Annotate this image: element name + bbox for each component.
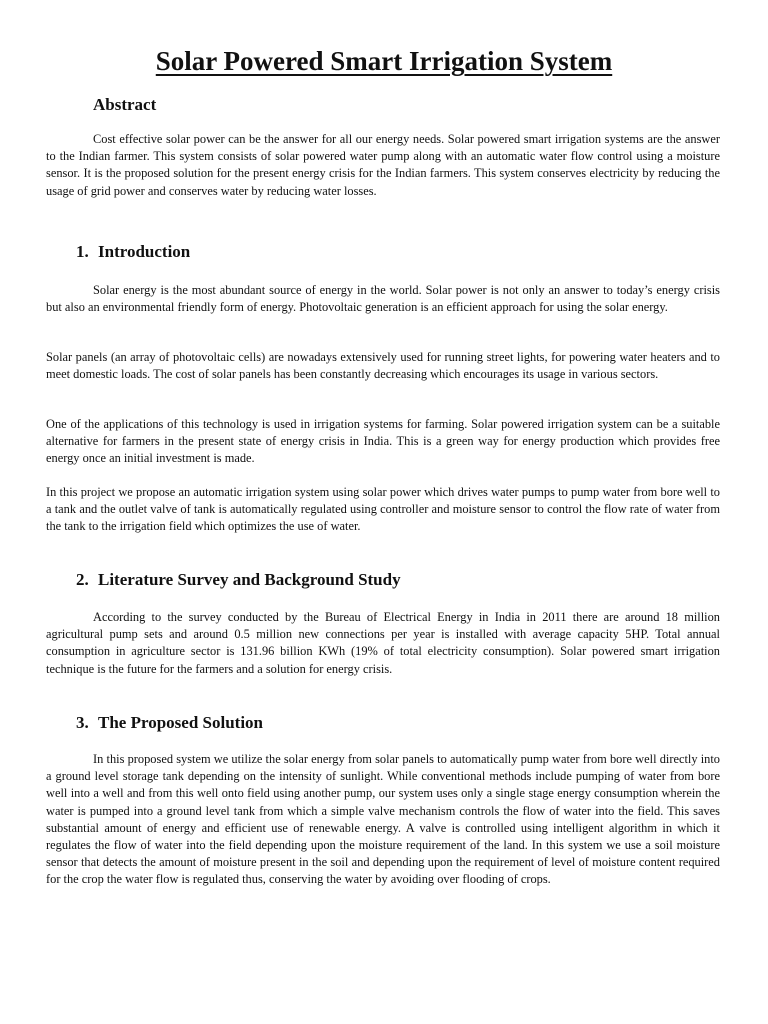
introduction-paragraph-3: One of the applications of this technology is used in irrigation systems for farming. Solar powered irrigation system can be a suitable alternative for farmers in the present state of energy crisis in India. This is a green way for energy production which provides free energy once an initial investment is made. <box>46 417 720 466</box>
section-heading-introduction <box>76 241 190 263</box>
abstract-paragraph: Cost effective solar power can be the answer for all our energy needs. Solar powered smart irrigation systems are the answer to the Indian farmer. This system consists of solar powered water pump along with an automatic water flow control using a moisture sensor. It is the proposed solution for the present energy crisis for the Indian farmers. This system conserves electricity by reducing the usage of grid power and conserves water by reducing water losses. <box>46 132 720 198</box>
abstract-heading: Abstract <box>93 95 157 114</box>
document-title: Solar Powered Smart Irrigation System <box>155 46 613 76</box>
section-title: Introduction <box>98 242 191 261</box>
introduction-paragraph-4: In this project we propose an automatic irrigation system using solar power which drives water pumps to pump water from bore well to a tank and the outlet valve of tank is automatically regulated using controller and moisture sensor to control the flow rate of water from the tank to the irrigation field which optimizes the use of water. <box>46 485 720 534</box>
section-number: 3. <box>76 713 89 732</box>
section-heading-proposed-solution <box>76 712 263 734</box>
section-number: 2. <box>76 570 89 589</box>
section-title: Literature Survey and Background Study <box>98 570 401 589</box>
section-heading-literature-survey <box>76 569 401 591</box>
section-title: The Proposed Solution <box>98 713 264 732</box>
proposed-solution-paragraph: In this proposed system we utilize the solar energy from solar panels to automatically pump water from bore well directly into a ground level storage tank depending on the intensity of sunlight. While conventional methods include pumping of water from bore well into a well and from this well onto field using another pump, our system uses only a single stage energy consumption wherein the water is pumped into a ground level tank from which a simple valve mechanism controls the flow of water into the field. This saves substantial amount of energy and efficient use of renewable energy. A valve is controlled using intelligent algorithm in which it regulates the flow of water into the field depending upon the moisture requirement of the land. In this system we use a soil moisture sensor that detects the amount of moisture present in the soil and depending upon the requirement of level of moisture content required for the crop the water flow is regulated thus, conserving the water by avoiding over flooding of crops. <box>46 752 720 887</box>
introduction-paragraph-2: Solar panels (an array of photovoltaic cells) are nowadays extensively used for running street lights, for powering water heaters and to meet domestic loads. The cost of solar panels has been constantly decreasing which encourages its usage in various sectors. <box>46 350 720 382</box>
literature-survey-paragraph: According to the survey conducted by the Bureau of Electrical Energy in India in 2011 there are around 18 million agricultural pump sets and around 0.5 million new connections per year is installed with average capacity 5HP. Total annual consumption in agriculture sector is 131.96 billion KWh (19% of total electricity consumption). Solar powered smart irrigation technique is the future for the farmers and a solution for energy crisis. <box>46 610 720 676</box>
section-number: 1. <box>76 242 89 261</box>
introduction-paragraph-1: Solar energy is the most abundant source of energy in the world. Solar power is not only an answer to today’s energy crisis but also an environmental friendly form of energy. Photovoltaic generation is an efficient approach for using the solar energy. <box>46 283 720 315</box>
